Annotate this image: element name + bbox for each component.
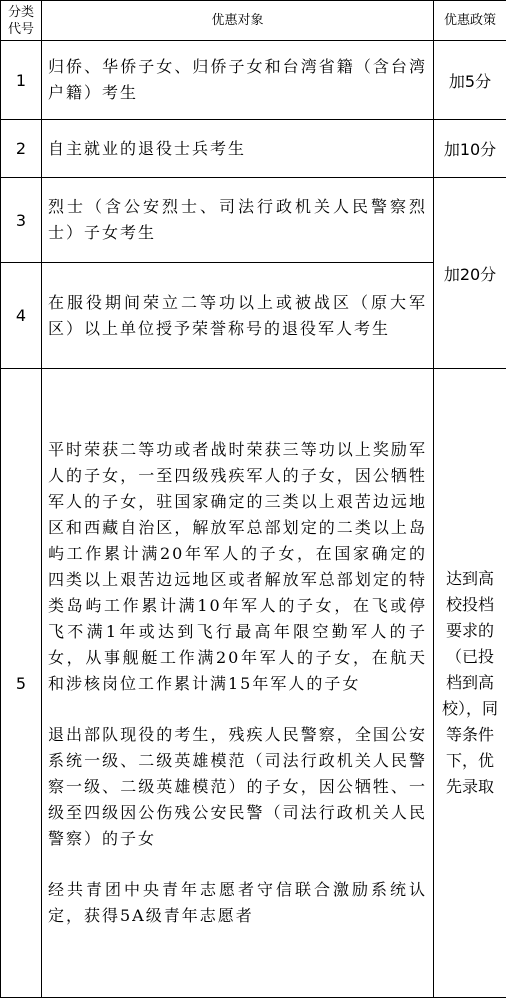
row-code: 1 bbox=[1, 41, 42, 120]
table-row bbox=[1, 41, 506, 120]
table-row bbox=[1, 120, 506, 178]
row-target: 烈士（含公安烈士、司法行政机关人民警察烈士）子女考生 bbox=[42, 178, 434, 263]
header-policy: 优惠政策 bbox=[434, 1, 506, 41]
row-code: 5 bbox=[1, 369, 42, 998]
header-target: 优惠对象 bbox=[42, 1, 434, 41]
table-header-row bbox=[1, 1, 506, 41]
table-row bbox=[1, 263, 506, 369]
row-code: 4 bbox=[1, 263, 42, 369]
row-policy: 加20分 bbox=[434, 178, 506, 369]
row-policy: 加10分 bbox=[434, 120, 506, 178]
row-policy: 达到高校投档要求的（已投档到高校），同等条件下，优先录取 bbox=[434, 369, 506, 998]
row-target-paragraph: 经共青团中央青年志愿者守信联合激励系统认定，获得5A级青年志愿者 bbox=[48, 880, 427, 925]
row-policy: 加5分 bbox=[434, 41, 506, 120]
row-target: 归侨、华侨子女、归侨子女和台湾省籍（含台湾户籍）考生 bbox=[42, 41, 434, 120]
row-target-multi bbox=[42, 369, 434, 998]
row-target-paragraph: 退出部队现役的考生，残疾人民警察，全国公安系统一级、二级英雄模范（司法行政机关人民警察一级、二级英雄模范）的子女，因公牺牲、一级至四级因公伤残公安民警（司法行政机关人民警察）的子女 bbox=[48, 725, 427, 848]
header-code-line2: 代号 bbox=[7, 21, 34, 37]
table-row bbox=[1, 178, 506, 263]
row-code: 2 bbox=[1, 120, 42, 178]
header-category-code bbox=[1, 1, 42, 41]
row-target: 在服役期间荣立二等功以上或被战区（原大军区）以上单位授予荣誉称号的退役军人考生 bbox=[42, 263, 434, 369]
row-target: 自主就业的退役士兵考生 bbox=[42, 120, 434, 178]
table-row bbox=[1, 369, 506, 998]
row-code: 3 bbox=[1, 178, 42, 263]
row-target-paragraph: 平时荣获二等功或者战时荣获三等功以上奖励军人的子女，一至四级残疾军人的子女，因公牺牲军人的子女，驻国家确定的三类以上艰苦边远地区和西藏自治区，解放军总部划定的二类以上岛屿工作累计满20年军人的子女，在国家确定的四类以上艰苦边远地区或者解放军总部划定的特类岛屿工作累计满10年军人的子女，在飞或停飞不满1年或达到飞行最高年限空勤军人的子女，从事舰艇工作满20年军人的子女，在航天和涉核岗位工作累计满15年军人的子女 bbox=[48, 440, 427, 693]
header-code-line1: 分类 bbox=[7, 4, 34, 20]
